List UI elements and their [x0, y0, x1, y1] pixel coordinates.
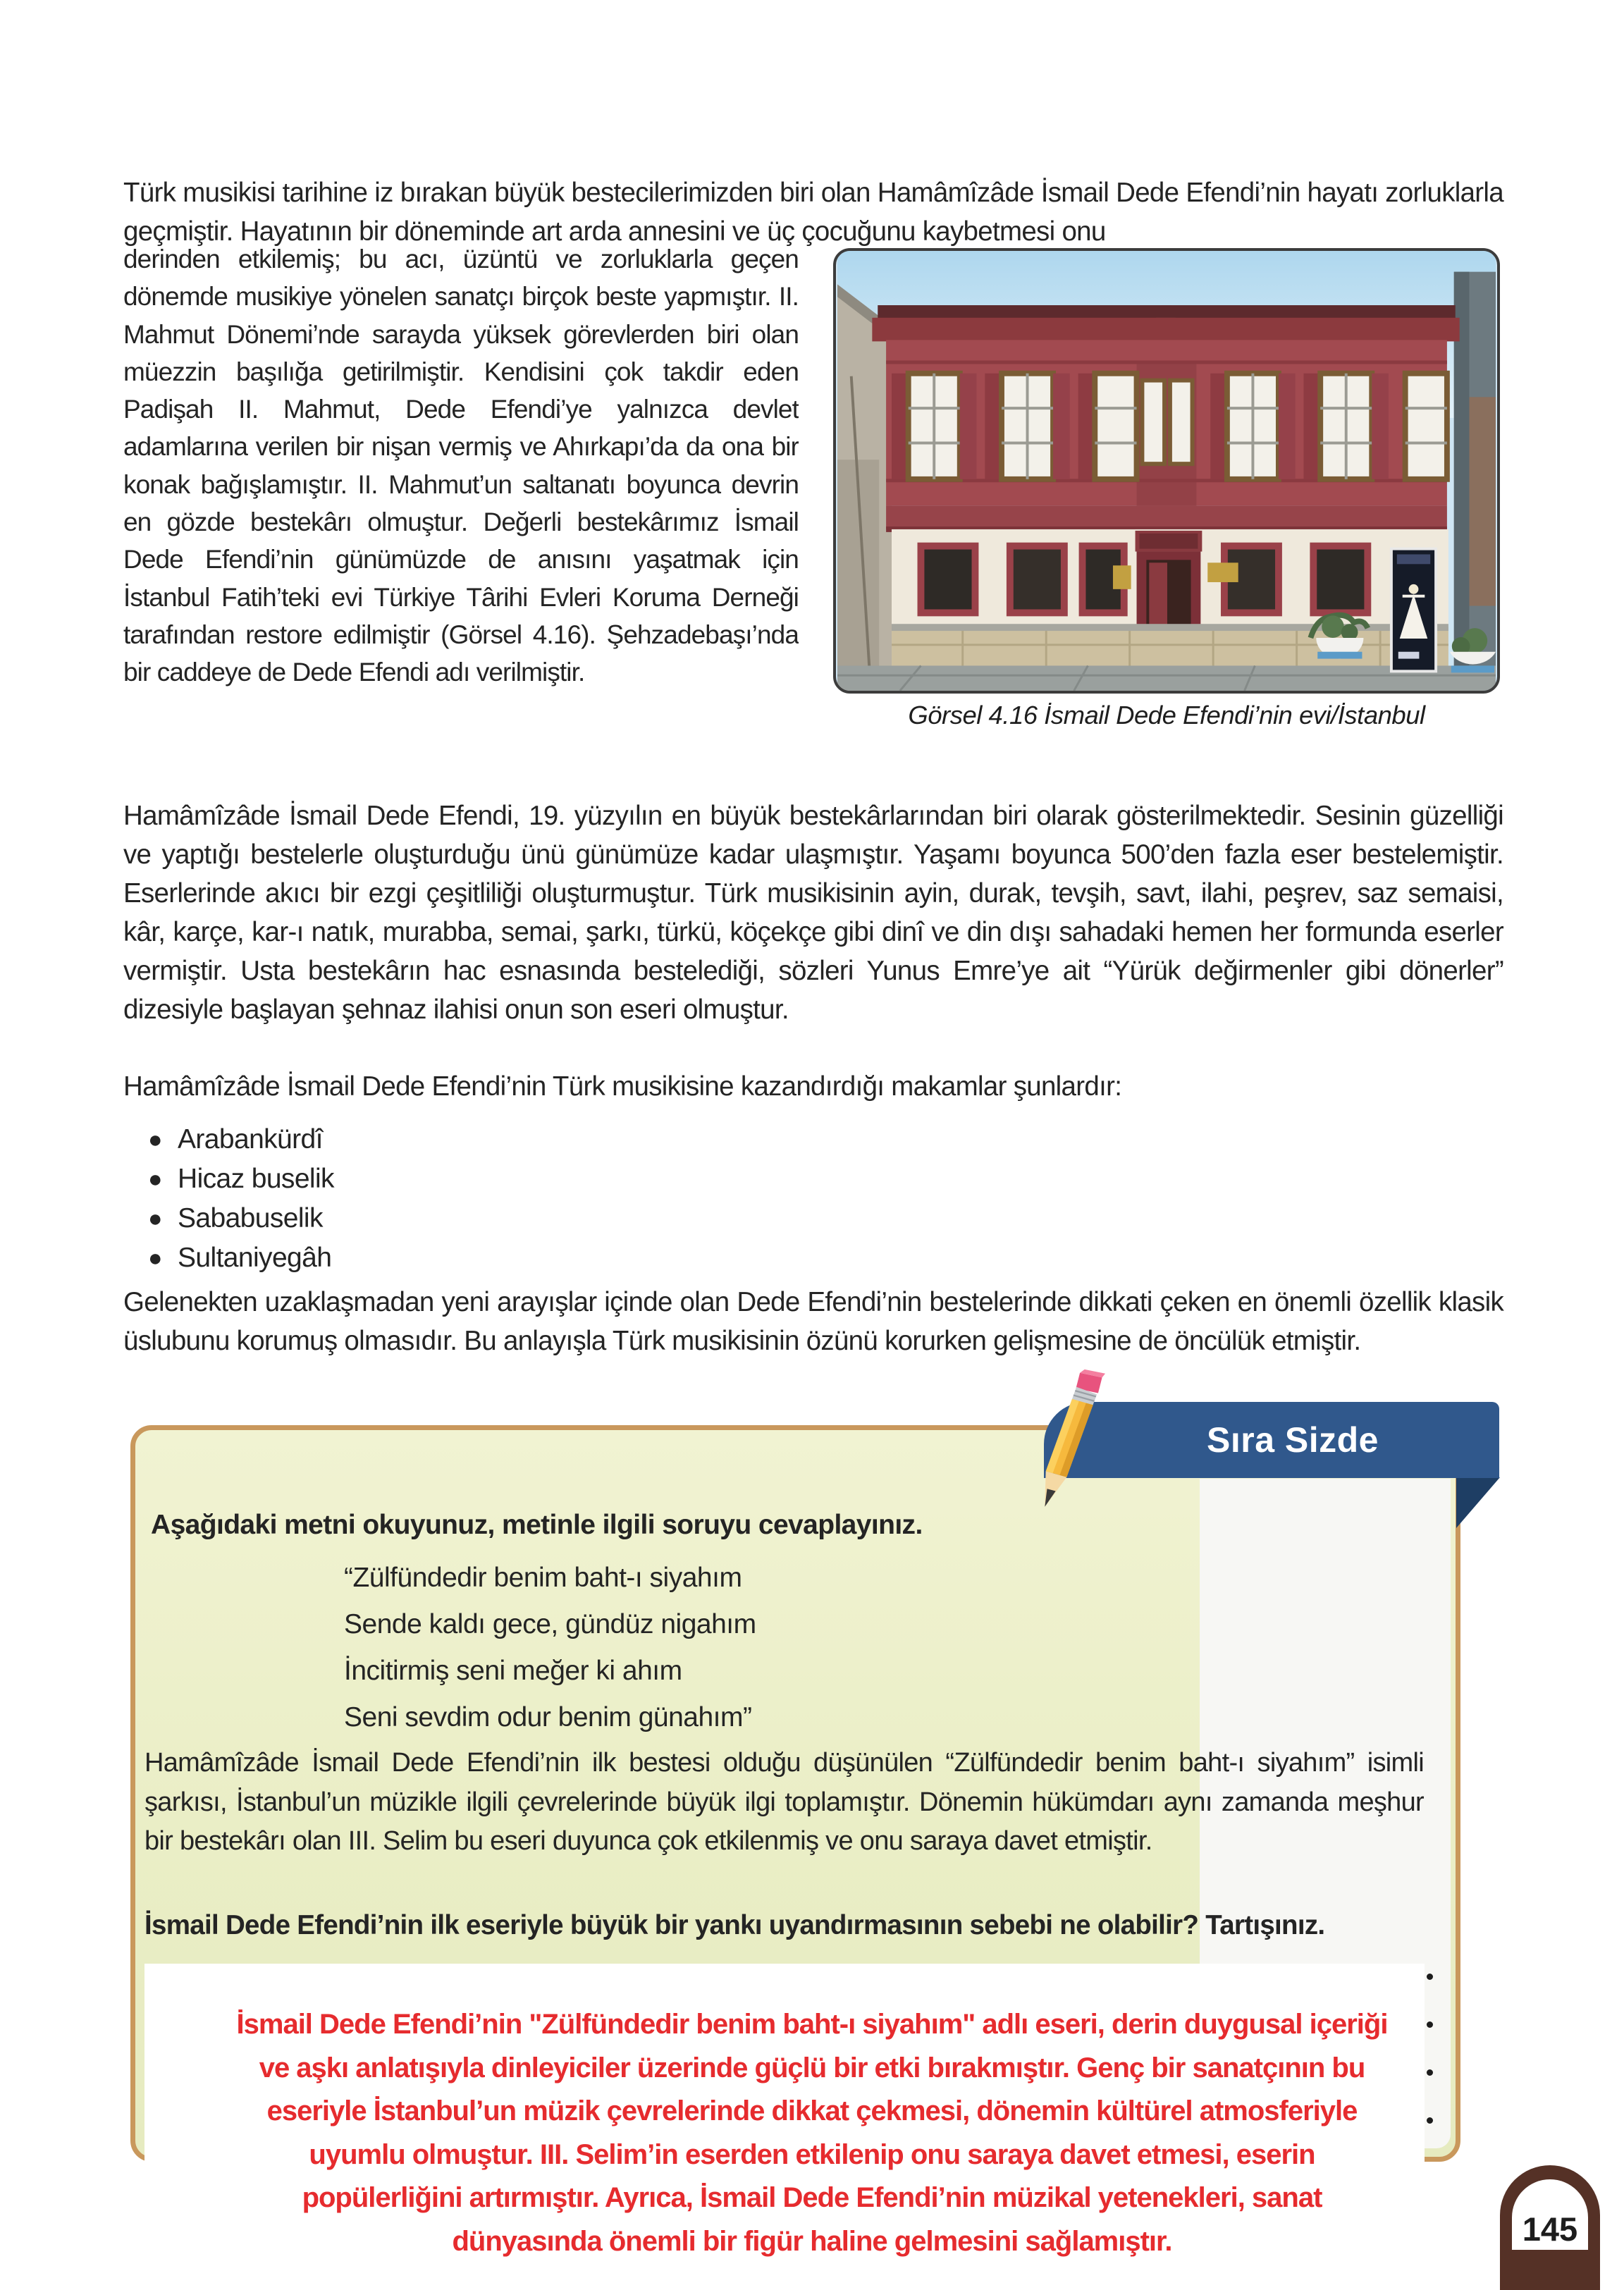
pencil-icon	[1021, 1365, 1114, 1517]
makam-label: Hicaz buselik	[178, 1164, 334, 1194]
poem-block	[344, 1555, 756, 1741]
second-paragraph: Hamâmîzâde İsmail Dede Efendi, 19. yüzyılın en büyük bestekârlarından biri olarak gösterilmektedir. Sesinin güzelliği ve yaptığı bestelerle oluşturduğu ünü günümüze kadar ulaşmıştır. Yaşamı boyunca 500’den fazla eser bestelemiştir. Eserlerinde akıcı bir ezgi çeşitliliği oluşturmuştur. Türk musikisinin ayin, durak, tevşih, savt, ilahi, peşrev, saz semaisi, kâr, karçe, kar-ı natık, murabba, semai, şarkı, türkü, köçekçe gibi dinî ve din dışı sahadaki hemen her formunda eserler vermiştir. Usta bestekârın hac esnasında bestelediği, sözleri Yunus Emre’ye ait “Yürük değirmenler gibi dönerler” dizesiyle başlayan şehnaz ilahisi onun son eseri olmuştur.	[123, 801, 1503, 1025]
banner-title: Sıra Sizde	[1207, 1420, 1379, 1460]
stone-basement	[892, 624, 1448, 668]
activity-text: Hamâmîzâde İsmail Dede Efendi’nin ilk bestesi olduğu düşünülen “Zülfündedir benim baht-ı siyahım” isimli şarkısı, İstanbul’un müzikle ilgili çevrelerinde büyük ilgi toplamıştır. Dönemin hükümdarı aynı zamanda meşhur bir bestekârı olan III. Selim bu eseri duyunca çok etkilenmiş ve onu saraya davet etmiştir.	[144, 1748, 1424, 1856]
list-item	[148, 1159, 334, 1199]
dotted-line-remnant	[1427, 1974, 1433, 1980]
brass-plaque-left	[1113, 565, 1131, 589]
answer-text	[107, 2003, 1517, 2263]
intro-paragraph: Türk musikisi tarihine iz bırakan büyük bestecilerimizden biri olan Hamâmîzâde İsmail Dede Efendi’nin hayatı zorluklarla geçmiştir. Hayatının bir döneminde art arda annesini ve üç çocuğunu kaybetmesi onu	[123, 178, 1503, 247]
list-item	[148, 1238, 334, 1278]
answer-line: İsmail Dede Efendi’nin "Zülfündedir benim baht-ı siyahım" adlı eseri, derin duygusal içeriği	[236, 2009, 1388, 2040]
right-building	[1454, 272, 1496, 691]
left-column-paragraph: derinden etkilemiş; bu acı, üzüntü ve zorluklarla geçen dönemde musikiye yönelen sanatçı birçok beste yapmıştır. II. Mahmut Dönemi’nde sarayda yüksek görevlerden biri olan müezzin başılığa getirilmiştir. Kendisini çok takdir eden Padişah II. Mahmut, Dede Efendi’ye yalnızca devlet adamlarına verilen bir nişan vermiş ve Ahırkapı’da da ona bir konak bağışlamıştır. II. Mahmut’un saltanatı boyunca devrin en gözde bestekârı olmuştur. Değerli bestekârımız İsmail Dede Efendi’nin günümüzde de anısını yaşatmak için İstanbul Fatih’teki evi Türkiye Târihi Evleri Koruma Derneği tarafından restore edilmiştir (Görsel 4.16). Şehzadebaşı’nda bir caddeye de Dede Efendi adı verilmiştir.	[123, 245, 799, 687]
bullet-icon: ●	[148, 1126, 162, 1153]
upper-windows-left	[892, 374, 1137, 479]
makam-list	[148, 1120, 334, 1278]
answer-line: popülerliğini artırmıştır. Ayrıca, İsmail Dede Efendi’nin müzikal yetenekleri, sanat	[302, 2182, 1322, 2213]
answer-line: uyumlu olmuştur. III. Selim’in eserden etkilenip onu saraya davet etmesi, eserin	[309, 2138, 1315, 2170]
poem-line: Seni sevdim odur benim günahım”	[344, 1702, 752, 1732]
banner-fold	[1456, 1477, 1500, 1528]
page-number-badge	[1500, 2165, 1600, 2290]
makam-label: Arabankürdî	[178, 1124, 323, 1155]
answer-line: ve aşkı anlatışıyla dinleyiciler üzerinde güçlü bir etki bırakmıştır. Genç bir sanatçının bu	[259, 2052, 1365, 2083]
upper-windows-right	[1210, 374, 1447, 479]
bullet-icon: ●	[148, 1166, 162, 1193]
answer-line: dünyasında önemli bir figür haline gelmesini sağlamıştır.	[452, 2225, 1172, 2257]
list-item	[148, 1120, 334, 1159]
dervish-poster	[1391, 549, 1436, 672]
bullet-icon: ●	[148, 1245, 162, 1272]
ground-floor	[892, 529, 1448, 627]
house-photo-illustration	[836, 251, 1497, 691]
bullet-icon: ●	[148, 1205, 162, 1232]
house-photo	[833, 248, 1500, 694]
activity-instruction: Aşağıdaki metni okuyunuz, metinle ilgili soruyu cevaplayınız.	[151, 1510, 923, 1540]
brass-plaque-right	[1207, 562, 1238, 582]
activity-question: İsmail Dede Efendi’nin ilk eseriyle büyük bir yankı uyandırmasının sebebi ne olabilir? Tartışınız.	[144, 1910, 1325, 1940]
makam-intro-line: Hamâmîzâde İsmail Dede Efendi’nin Türk musikisine kazandırdığı makamlar şunlardır:	[123, 1071, 1122, 1102]
poem-line: Sende kaldı gece, gündüz nigahım	[344, 1609, 756, 1639]
closing-paragraph: Gelenekten uzaklaşmadan yeni arayışlar içinde olan Dede Efendi’nin bestelerinde dikkati çeken en önemli özellik klasik üslubunu korumuş olmasıdır. Bu anlayışla Türk musikisinin özünü korurken gelişmesine de öncülük etmiştir.	[123, 1287, 1503, 1356]
poem-line: “Zülfündedir benim baht-ı siyahım	[344, 1563, 742, 1593]
page-number-frame	[1512, 2179, 1588, 2250]
makam-label: Sultaniyegâh	[178, 1243, 332, 1273]
page-number: 145	[1522, 2210, 1578, 2248]
answer-line: eseriyle İstanbul’un müzik çevrelerinde dikkat çekmesi, dönemin kültürel atmosferiyle	[266, 2095, 1358, 2126]
makam-label: Sababuselik	[178, 1203, 323, 1233]
list-item	[148, 1199, 334, 1238]
poem-line: İncitirmiş seni meğer ki ahım	[344, 1656, 682, 1686]
figure-caption: Görsel 4.16 İsmail Dede Efendi’nin evi/İstanbul	[908, 701, 1425, 730]
entrance-door	[1136, 531, 1202, 627]
